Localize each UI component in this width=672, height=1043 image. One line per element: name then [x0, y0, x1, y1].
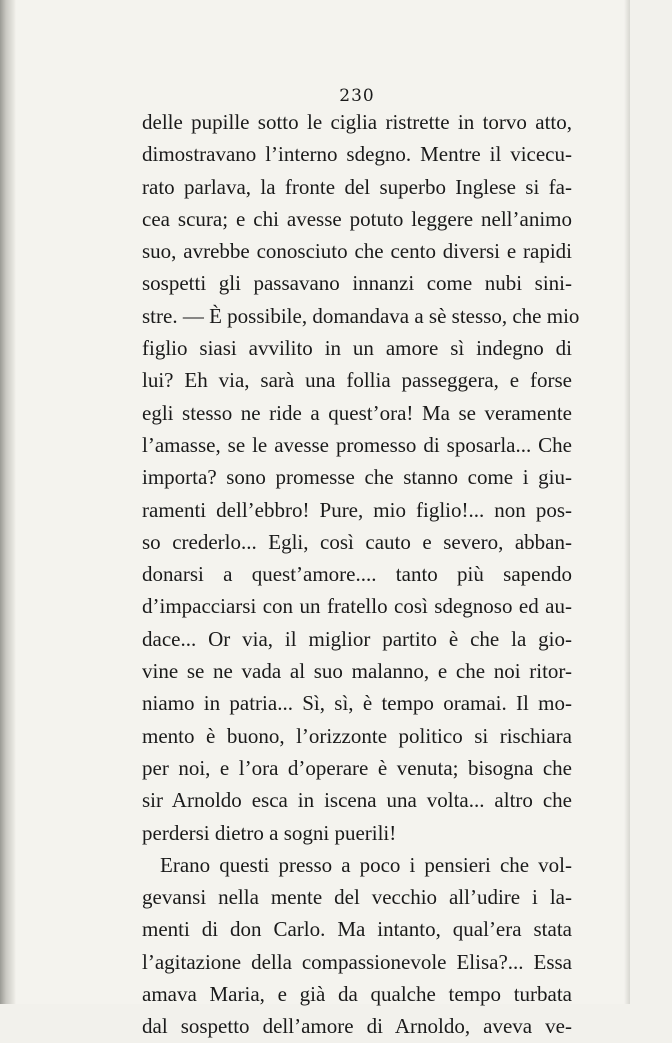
text-line: rato parlava, la fronte del superbo Inglese si fa- [142, 174, 572, 199]
text-line: amava Maria, e già da qualche tempo turbata [142, 982, 572, 1007]
text-line: d’impacciarsi con un fratello così sdegnoso ed au- [142, 594, 572, 619]
text-line: mento è buono, l’orizzonte politico si rischiara [142, 723, 572, 748]
text-line: cea scura; e chi avesse potuto leggere nell’animo [142, 206, 572, 231]
text-line: niamo in patria... Sì, sì, è tempo oramai. Il mo- [142, 691, 572, 716]
text-line: stre. — È possibile, domandava a sè stesso, che mio [142, 303, 580, 328]
text-line: ramenti dell’ebbro! Pure, mio figlio!... non pos- [142, 497, 572, 522]
text-line: sospetti gli passavano innanzi come nubi sini- [142, 271, 572, 296]
text-line: delle pupille sotto le ciglia ristrette in torvo atto, [142, 110, 572, 134]
text-line: dimostravano l’interno sdegno. Mentre il vicecu- [142, 142, 572, 167]
text-line: donarsi a quest’amore.... tanto più sapendo [142, 562, 572, 587]
text-line: figlio siasi avvilito in un amore sì indegno di [142, 336, 572, 361]
text-line: menti di don Carlo. Ma intanto, qual’era stata [142, 917, 572, 942]
text-line: dace... Or via, il miglior partito è che la gio- [142, 626, 572, 651]
text-line: vine se ne vada al suo malanno, e che noi ritor- [142, 659, 572, 684]
text-line: so crederlo... Egli, così cauto e severo, abban- [142, 529, 572, 554]
text-line: l’amasse, se le avesse promesso di sposarla... Che [142, 432, 572, 457]
body-text [142, 106, 580, 1043]
text-line: egli stesso ne ride a quest’ora! Ma se veramente [142, 400, 572, 425]
paragraph-end-line: perdersi dietro a sogni puerili! [142, 820, 397, 845]
text-line: per noi, e l’ora d’operare è venuta; bisogna che [142, 755, 572, 780]
page-edge [624, 0, 630, 1004]
text-line: dal sospetto dell’amore di Arnoldo, aveva ve- [142, 1014, 572, 1039]
paragraph-start-line: Erano questi presso a poco i pensieri che vol- [160, 852, 572, 877]
page-number: 230 [339, 86, 375, 106]
text-line: l’agitazione della compassionevole Elisa?... Essa [142, 949, 572, 974]
text-line: sir Arnoldo esca in iscena una volta... altro che [142, 788, 572, 813]
text-line: lui? Eh via, sarà una follia passeggera, e forse [142, 368, 572, 393]
text-line: gevansi nella mente del vecchio all’udire i la- [142, 885, 572, 910]
binding-gutter [0, 0, 16, 1004]
text-line: suo, avrebbe conosciuto che cento diversi e rapidi [142, 239, 572, 264]
text-line: importa? sono promesse che stanno come i giu- [142, 465, 572, 490]
